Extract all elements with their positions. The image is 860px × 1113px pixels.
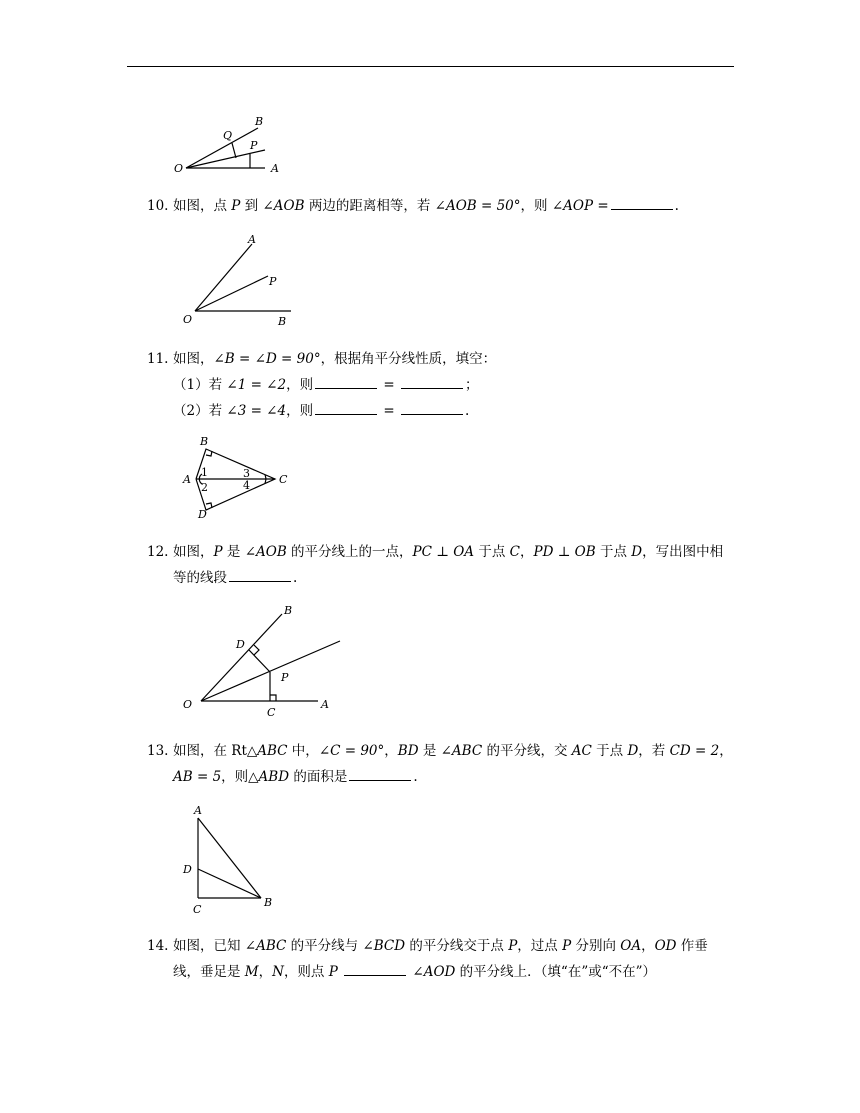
label-B: B [284, 604, 293, 617]
question-12: 12. 如图，P 是 ∠AOB 的平分线上的一点，PC ⊥ OA 于点 C，PD ⊥ OB 于点 D，写出图中相 等的线段 . [147, 539, 723, 591]
figure-q9 [170, 112, 290, 177]
label-B: B [200, 435, 209, 448]
label-A: A [271, 162, 279, 175]
figure-q13 [180, 800, 280, 920]
question-number: 10. [147, 198, 169, 214]
figure-q11 [180, 436, 300, 521]
label-D: D [183, 863, 192, 876]
answer-blank[interactable] [344, 961, 406, 976]
answer-blank[interactable] [349, 766, 411, 781]
question-13: 13. 如图，在 Rt△ABC 中，∠C = 90°，BD 是 ∠ABC 的平分线，交 AC 于点 D，若 CD = 2， AB = 5，则△ABD 的面积是 . [147, 738, 733, 790]
angle-4-label: 4 [243, 479, 250, 492]
label-O: O [183, 313, 193, 326]
question-11: 11. 如图，∠B = ∠D = 90°，根据角平分线性质，填空： （1）若 ∠1 = ∠2，则 = ； （2）若 ∠3 = ∠4，则 = . [147, 346, 496, 424]
question-10: 10. 如图，点 P 到 ∠AOB 两边的距离相等，若 ∠AOB = 50°，则 ∠AOP = . [147, 193, 679, 219]
label-D: D [236, 638, 245, 651]
label-A: A [321, 698, 329, 711]
label-O: O [183, 698, 193, 711]
label-O: O [174, 162, 184, 175]
question-number: 11. [147, 351, 169, 367]
label-A: A [248, 233, 256, 246]
header-rule [127, 66, 734, 67]
label-A: A [194, 804, 202, 817]
label-B: B [278, 315, 287, 328]
question-number: 13. [147, 743, 169, 759]
label-C: C [193, 903, 202, 916]
answer-blank[interactable] [611, 195, 673, 210]
label-P: P [250, 139, 258, 152]
answer-blank[interactable] [315, 374, 377, 389]
angle-2-label: 2 [201, 481, 208, 494]
label-D: D [198, 508, 207, 521]
answer-blank[interactable] [315, 400, 377, 415]
label-P: P [281, 671, 289, 684]
question-14: 14. 如图，已知 ∠ABC 的平分线与 ∠BCD 的平分线交于点 P，过点 P 分别向 OA，OD 作垂 线，垂足是 M，N，则点 P ∠AOD 的平分线上．（填“在”或“不在”） [147, 933, 708, 985]
answer-blank[interactable] [401, 374, 463, 389]
label-C: C [267, 706, 276, 719]
answer-blank[interactable] [229, 567, 291, 582]
angle-3-label: 3 [243, 467, 250, 480]
label-P: P [269, 275, 277, 288]
label-B: B [255, 115, 264, 128]
label-A: A [183, 473, 191, 486]
label-B: B [264, 896, 273, 909]
answer-blank[interactable] [401, 400, 463, 415]
figure-q10 [180, 232, 300, 330]
label-C: C [279, 473, 288, 486]
label-Q: Q [223, 129, 233, 142]
question-number: 14. [147, 938, 169, 954]
figure-q12 [180, 600, 350, 720]
angle-1-label: 1 [201, 466, 208, 479]
question-number: 12. [147, 544, 169, 560]
